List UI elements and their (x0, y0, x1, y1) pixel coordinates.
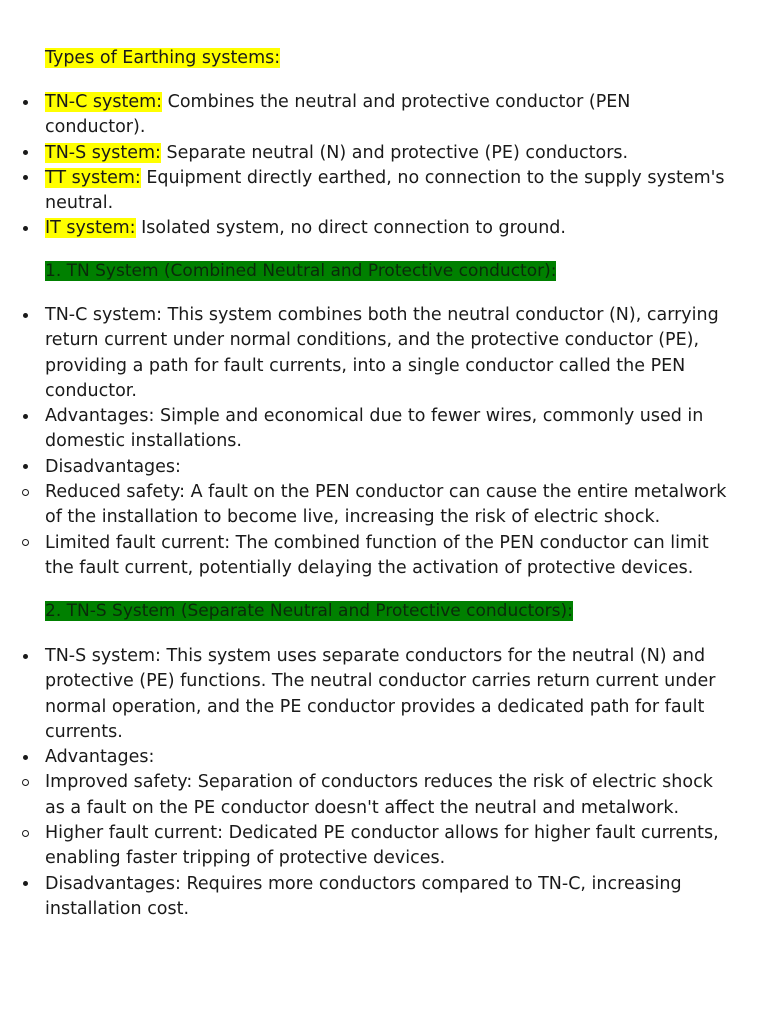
bullet-icon (20, 745, 30, 770)
type-text: Equipment directly earthed, no connection to the supply system's neutral. (45, 167, 725, 214)
item-text: Disadvantages: Requires more conductors compared to TN-C, increasing installation cost. (45, 873, 682, 919)
list-item (0, 872, 768, 923)
type-text: Separate neutral (N) and protective (PE) conductors. (160, 142, 629, 163)
type-text: Combines the neutral and protective conductor (PEN conductor). (45, 92, 631, 138)
list-item (0, 745, 768, 770)
earthing-types-list (0, 90, 768, 242)
tns-system-list (0, 644, 768, 922)
bullet-icon (20, 90, 30, 115)
item-text: Advantages: Simple and economical due to fewer wires, commonly used in domestic installations. (45, 406, 704, 452)
item-text: TN-C system: This system combines both the neutral conductor (N), carrying return current under normal conditions, and the protective conductor (PE), providing a path for fault currents, into a single conductor called the PEN conductor. (45, 305, 719, 401)
item-text: Advantages: (45, 747, 155, 768)
section-heading-tns (45, 599, 573, 624)
list-item (0, 770, 768, 821)
list-item (0, 216, 768, 241)
section-heading-tn (45, 259, 556, 284)
list-item (0, 141, 768, 166)
bullet-icon (20, 644, 30, 669)
type-label: TN-C system: (45, 92, 163, 112)
list-item (0, 455, 768, 480)
section-heading-highlight: 2. TN-S System (Separate Neutral and Protective conductors): (45, 601, 573, 621)
type-label: TN-S system: (45, 142, 161, 163)
title-highlight: Types of Earthing systems: (45, 48, 281, 68)
section-heading-highlight: 1. TN System (Combined Neutral and Protective conductor): (45, 261, 557, 281)
list-item (0, 531, 768, 582)
bullet-icon (20, 216, 30, 241)
type-label: TT system: (45, 167, 141, 188)
sub-bullet-icon (20, 531, 30, 556)
list-item (0, 166, 768, 217)
sub-bullet-icon (20, 821, 30, 846)
bullet-icon (20, 303, 30, 328)
bullet-icon (20, 141, 30, 166)
sub-bullet-icon (20, 480, 30, 505)
item-text: Reduced safety: A fault on the PEN conductor can cause the entire metalwork of the installation to become live, increasing the risk of electric shock. (45, 482, 727, 528)
list-item (0, 303, 768, 404)
type-label: IT system: (45, 218, 136, 239)
bullet-icon (20, 455, 30, 480)
item-text: Limited fault current: The combined function of the PEN conductor can limit the fault current, potentially delaying the activation of protective devices. (45, 532, 709, 578)
bullet-icon (20, 872, 30, 897)
page-title (45, 46, 280, 71)
list-item (0, 644, 768, 745)
sub-bullet-icon (20, 770, 30, 795)
tn-system-list (0, 303, 768, 581)
item-text: TN-S system: This system uses separate conductors for the neutral (N) and protective (PE) functions. The neutral conductor carries return current under normal operation, and the PE conductor provides a dedicated path for fault currents. (45, 646, 716, 742)
item-text: Disadvantages: (45, 456, 181, 477)
list-item (0, 90, 768, 141)
bullet-icon (20, 404, 30, 429)
list-item (0, 404, 768, 455)
list-item (0, 821, 768, 872)
item-text: Improved safety: Separation of conductors reduces the risk of electric shock as a fault on the PE conductor doesn't affect the neutral and metalwork. (45, 772, 713, 818)
list-item (0, 480, 768, 531)
item-text: Higher fault current: Dedicated PE conductor allows for higher fault currents, enabling faster tripping of protective devices. (45, 823, 719, 869)
type-text: Isolated system, no direct connection to ground. (135, 218, 566, 239)
bullet-icon (20, 166, 30, 191)
